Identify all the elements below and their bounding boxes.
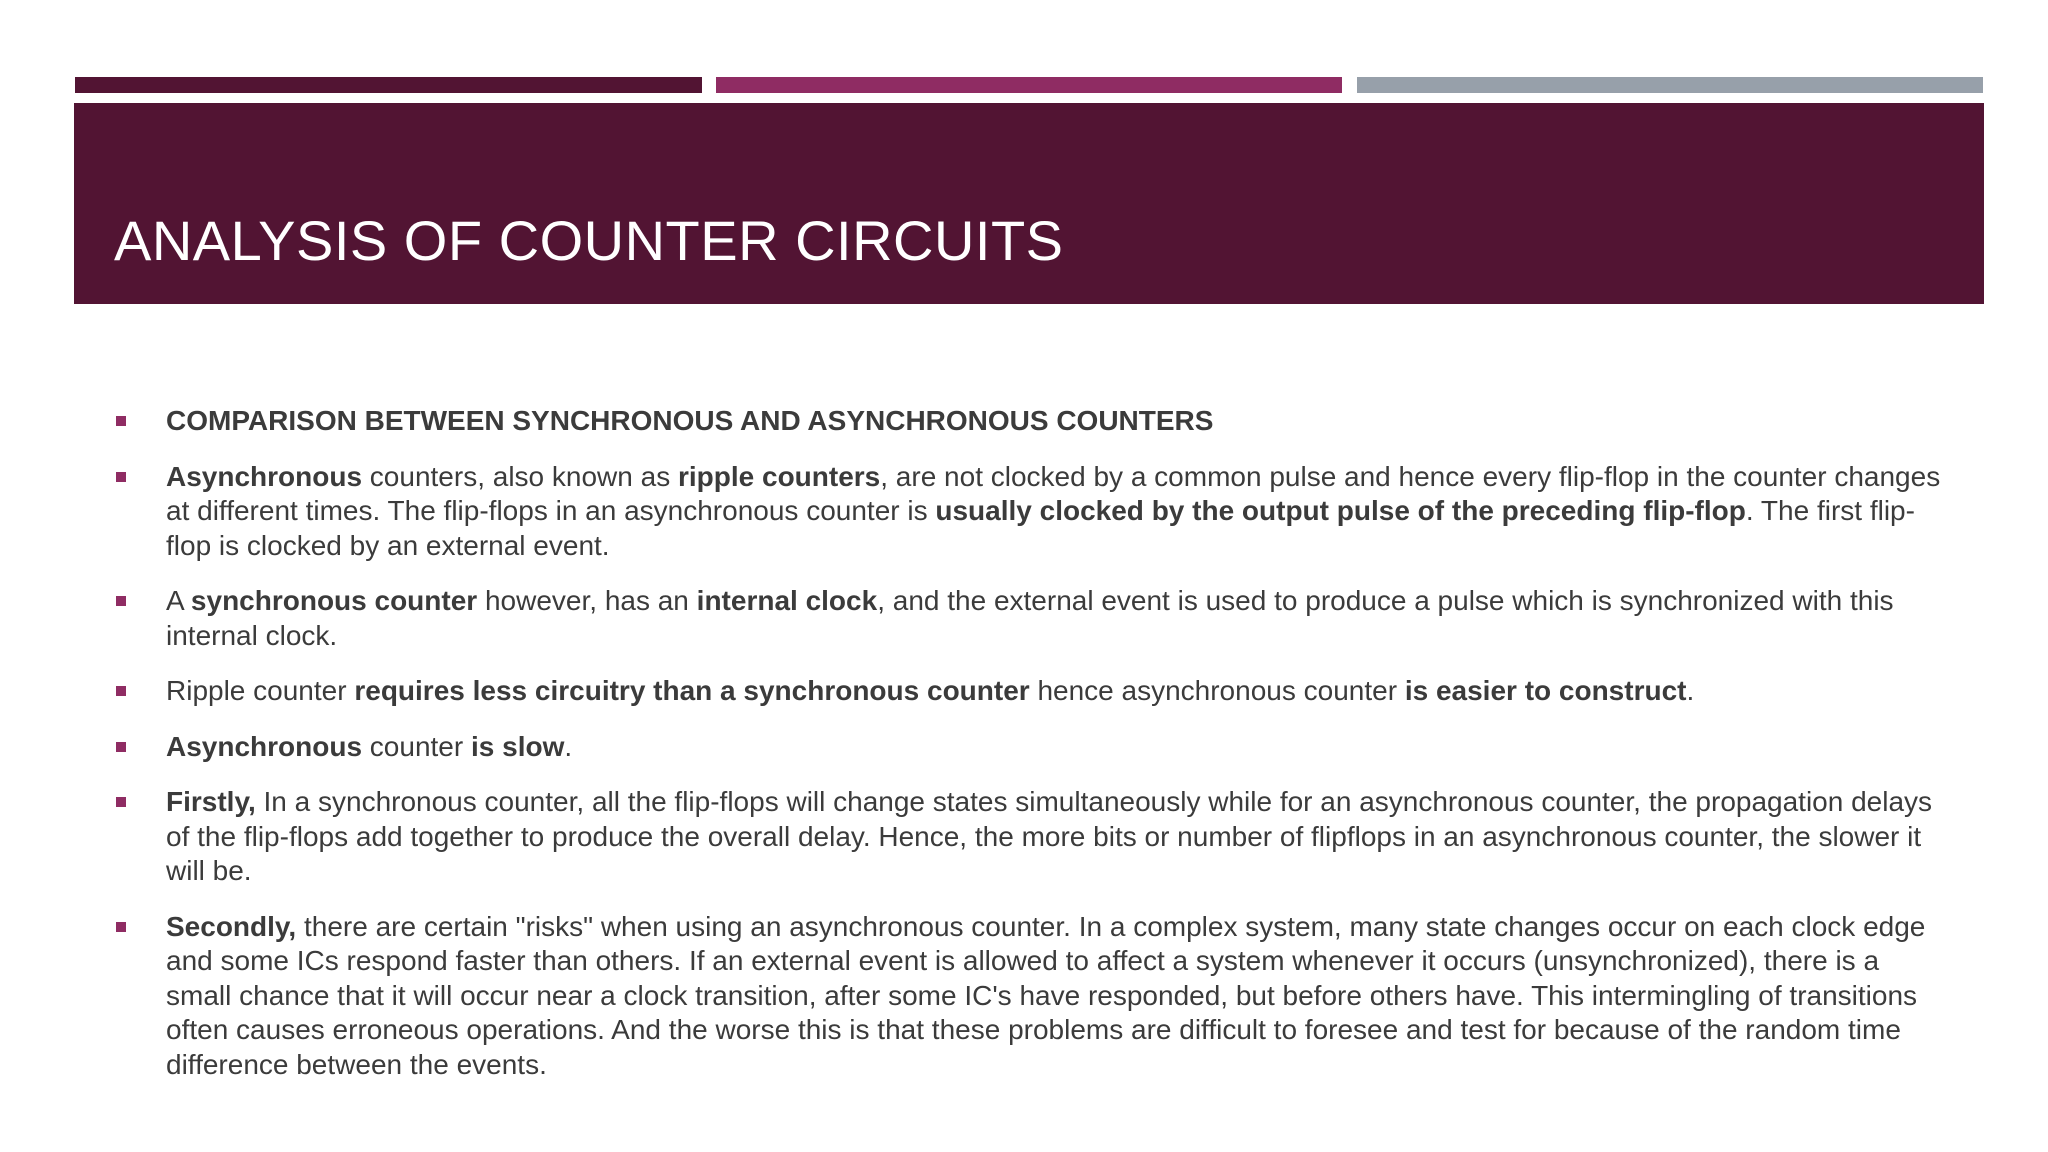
bullet-text [166, 731, 572, 762]
bold-text-segment: COMPARISON BETWEEN SYNCHRONOUS AND ASYNCHRONOUS COUNTERS [166, 405, 1214, 436]
text-segment: , and the external event is used to produce a pulse which is synchronized with this internal clock. [166, 585, 1894, 651]
square-bullet-icon [116, 472, 126, 482]
text-segment: there are certain "risks" when using an asynchronous counter. In a complex system, many state changes occur on each clock edge and some ICs respond faster than others. If an external event is allowed to affect a system whenever it occurs (unsynchronized), there is a small chance that it will occur near a clock transition, after some IC's have responded, but before others have. This intermingling of transitions often causes erroneous operations. And the worse this is that these problems are difficult to foresee and test for because of the random time difference between the events. [166, 910, 1926, 1080]
bullet-item [112, 404, 1952, 439]
accent-bar-dark [75, 77, 702, 93]
bold-text-segment: Asynchronous [166, 730, 363, 762]
bold-text-segment: internal clock [696, 585, 878, 616]
text-segment: A [166, 585, 191, 616]
slide-title: ANALYSIS OF COUNTER CIRCUITS [114, 209, 1064, 272]
bullet-list [112, 404, 1952, 1103]
bullet-text [166, 675, 1694, 706]
square-bullet-icon [116, 922, 126, 932]
bullet-text [166, 585, 1894, 651]
bold-text-segment: synchronous counter [190, 585, 478, 616]
text-segment: . [1686, 675, 1695, 706]
square-bullet-icon [116, 797, 126, 807]
bullet-item [112, 785, 1952, 889]
square-bullet-icon [116, 596, 126, 606]
square-bullet-icon [116, 742, 126, 752]
bullet-item [112, 910, 1952, 1083]
square-bullet-icon [116, 686, 126, 696]
text-segment: . The first flip-flop is clocked by an external event. [166, 495, 1915, 561]
text-segment: Ripple counter [166, 675, 355, 706]
text-segment: hence asynchronous counter [1029, 675, 1405, 706]
bullet-item [112, 730, 1952, 765]
square-bullet-icon [116, 416, 126, 426]
accent-bar-gray [1357, 77, 1983, 93]
bold-text-segment: Asynchronous [166, 460, 363, 492]
bold-text-segment: ripple counters [677, 460, 881, 492]
bold-text-segment: is slow [470, 730, 565, 762]
bullet-text [166, 405, 1213, 436]
bold-text-segment: requires less circuitry than a synchronous counter [354, 675, 1030, 706]
text-segment: . [564, 730, 573, 762]
text-segment: , are not clocked by a common pulse and hence every flip-flop in the counter changes at different times. The flip-flops in an asynchronous counter is [166, 460, 1941, 526]
text-segment: counter [362, 730, 471, 762]
accent-bar-magenta [716, 77, 1342, 93]
text-segment: In a synchronous counter, all the flip-flops will change states simultaneously while for an asynchronous counter, the propagation delays of the flip-flops add together to produce the overall delay. Hence, the more bits or number of flipflops in an asynchronous counter, the slower it will be. [166, 786, 1933, 886]
bold-text-segment: usually clocked by the output pulse of the preceding flip-flop [935, 495, 1746, 526]
text-segment: however, has an [477, 585, 697, 616]
bold-text-segment: Secondly, [166, 910, 297, 942]
bold-text-segment: is easier to construct [1404, 675, 1687, 706]
bullet-item [112, 584, 1952, 653]
bullet-text [166, 461, 1940, 561]
bullet-text [166, 911, 1925, 1080]
bullet-item [112, 674, 1952, 709]
bullet-item [112, 460, 1952, 564]
text-segment: counters, also known as [362, 460, 678, 492]
bold-text-segment: Firstly, [166, 786, 256, 817]
bullet-text [166, 786, 1932, 886]
title-band [74, 103, 1984, 304]
